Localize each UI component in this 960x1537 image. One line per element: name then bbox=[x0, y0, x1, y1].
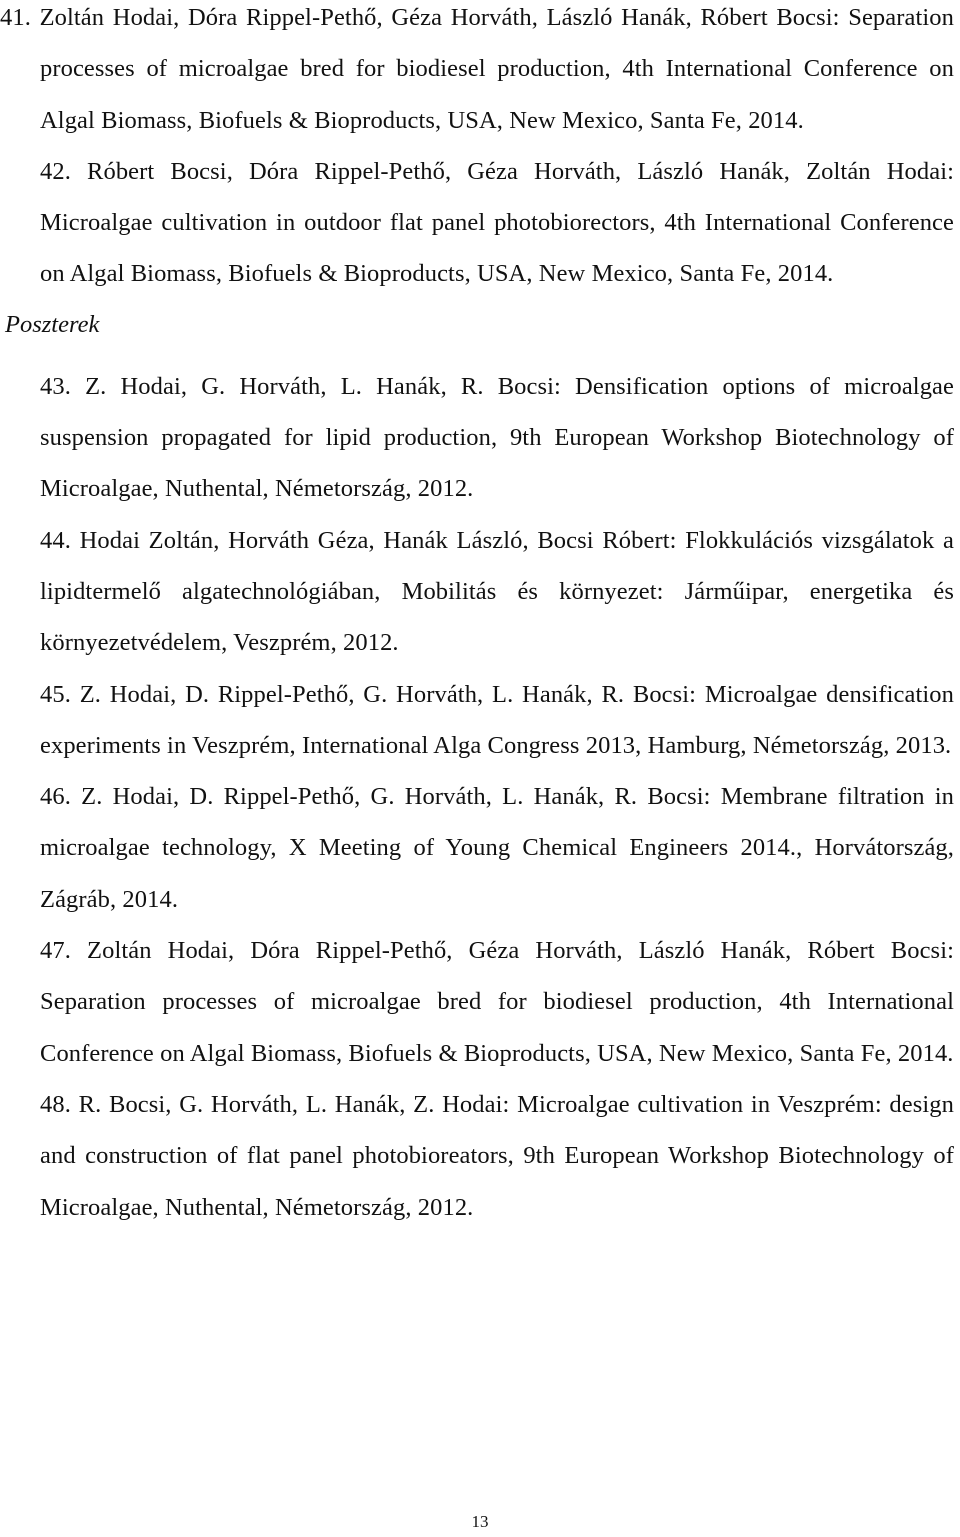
entry-text: Zoltán Hodai, Dóra Rippel-Pethő, Géza Horváth, László Hanák, Róbert Bocsi: Separation processes of microalgae bred for biodiesel production, 4th International Conference on Algal Biomass, Biofuels & Bioproducts, USA, New Mexico, Santa Fe, 2014. bbox=[39, 4, 954, 134]
publication-entry-44 bbox=[40, 515, 954, 669]
publication-entry-42 bbox=[40, 146, 954, 300]
publication-entry-48 bbox=[40, 1079, 954, 1233]
entry-number: 41. bbox=[0, 4, 31, 31]
publication-entry-45 bbox=[40, 669, 954, 772]
entry-text: Zoltán Hodai, Dóra Rippel-Pethő, Géza Horváth, László Hanák, Róbert Bocsi: Separation processes of microalgae bred for biodiesel production, 4th International Conference on Algal Biomass, Biofuels & Bioproducts, USA, New Mexico, Santa Fe, 2014. bbox=[40, 937, 955, 1067]
publication-entry-41 bbox=[0, 0, 954, 146]
page-number: 13 bbox=[471, 1512, 489, 1531]
publication-entry-46 bbox=[40, 771, 954, 925]
entry-text: Hodai Zoltán, Horváth Géza, Hanák László, Bocsi Róbert: Flokkulációs vizsgálatok a lipidtermelő algatechnológiában, Mobilitás és környezet: Járműipar, energetika és környezetvédelem, Veszprém, 2012. bbox=[40, 526, 954, 657]
entry-text: Z. Hodai, G. Horváth, L. Hanák, R. Bocsi: Densification options of microalgae suspension propagated for lipid production, 9th European Workshop Biotechnology of Microalgae, Nuthental, Németország, 2012. bbox=[40, 372, 955, 503]
entry-number: 45. bbox=[40, 680, 71, 708]
entry-text: R. Bocsi, G. Horváth, L. Hanák, Z. Hodai: Microalgae cultivation in Veszprém: design and construction of flat panel photobioreators, 9th European Workshop Biotechnology of Microalgae, Nuthental, Németország, 2012. bbox=[40, 1090, 954, 1221]
section-heading-posters: Poszterek bbox=[5, 310, 100, 338]
publication-entry-43 bbox=[40, 361, 954, 515]
publication-entry-47 bbox=[40, 925, 954, 1079]
entry-text: Z. Hodai, D. Rippel-Pethő, G. Horváth, L. Hanák, R. Bocsi: Membrane filtration in microalgae technology, X Meeting of Young Chemical Engineers 2014., Horvátország, Zágráb, 2014. bbox=[40, 783, 955, 913]
entry-number: 48. bbox=[40, 1090, 71, 1118]
entry-number: 47. bbox=[40, 937, 71, 965]
entry-number: 42. bbox=[40, 157, 71, 185]
entry-text: Róbert Bocsi, Dóra Rippel-Pethő, Géza Horváth, László Hanák, Zoltán Hodai: Microalgae cultivation in outdoor flat panel photobiorectors, 4th International Conference on Algal Biomass, Biofuels & Bioproducts, USA, New Mexico, Santa Fe, 2014. bbox=[40, 157, 955, 288]
entry-number: 43. bbox=[40, 372, 71, 400]
entry-number: 44. bbox=[40, 526, 71, 554]
entry-text: Z. Hodai, D. Rippel-Pethő, G. Horváth, L. Hanák, R. Bocsi: Microalgae densification experiments in Veszprém, International Alga Congress 2013, Hamburg, Németország, 2013. bbox=[40, 680, 954, 759]
entry-number: 46. bbox=[40, 783, 71, 811]
